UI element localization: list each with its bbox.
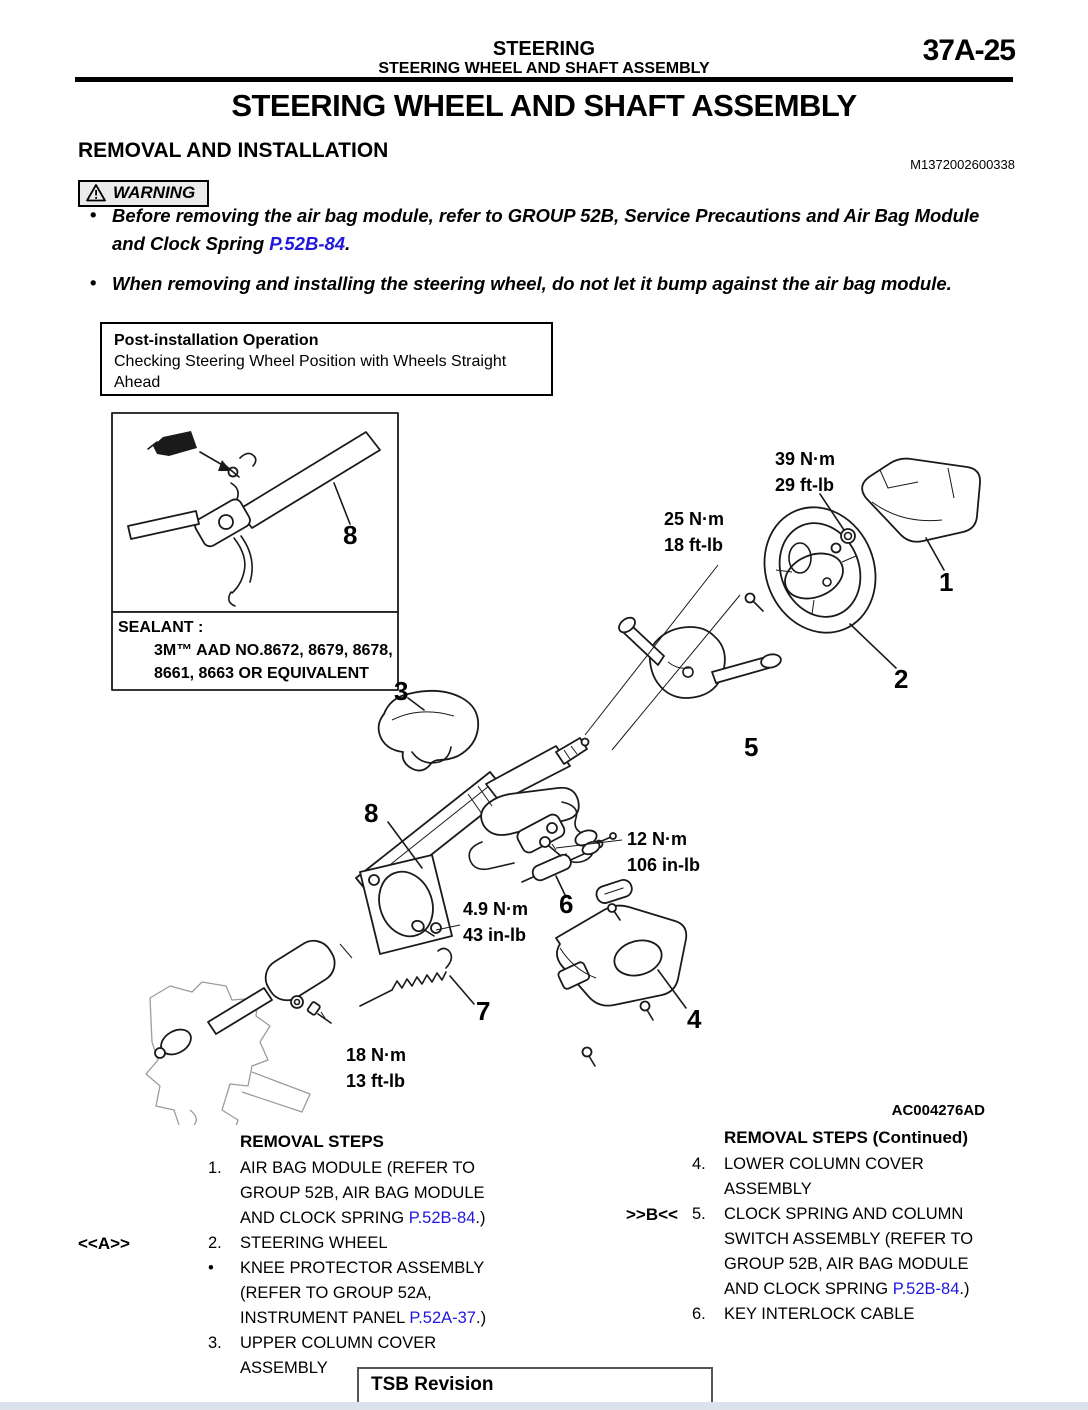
step-text: UPPER COLUMN COVER ASSEMBLY bbox=[240, 1334, 437, 1377]
part-label-1: 1 bbox=[939, 567, 953, 597]
sealant-label: SEALANT : bbox=[118, 619, 204, 636]
step-text-end: .) bbox=[475, 1309, 487, 1327]
part-label-3: 3 bbox=[394, 676, 408, 706]
step-number: • bbox=[208, 1259, 214, 1277]
post-installation-box bbox=[100, 322, 553, 396]
step-text-end: .) bbox=[959, 1280, 970, 1298]
removal-steps-list bbox=[78, 1156, 512, 1381]
warning-list bbox=[88, 202, 993, 310]
page-ref-link[interactable]: P.52B-84 bbox=[892, 1280, 960, 1298]
section-heading: REMOVAL AND INSTALLATION bbox=[78, 139, 389, 162]
torque-callout-39nm: 39 N·m 29 ft-lb bbox=[775, 449, 836, 495]
bottom-edge-strip bbox=[0, 1402, 1088, 1410]
exploded-diagram bbox=[0, 410, 1088, 1125]
step-item-bullet bbox=[208, 1256, 512, 1331]
figure-code: AC004276AD bbox=[891, 1102, 985, 1119]
steering-column-drawing bbox=[155, 738, 603, 1060]
part-label-8-inset: 8 bbox=[343, 520, 357, 550]
step-text: CLOCK SPRING AND COLUMN SWITCH ASSEMBLY (REFER TO GROUP 52B, AIR BAG MODULE AND CLOCK SPRING bbox=[724, 1205, 974, 1298]
part-label-4: 4 bbox=[687, 1004, 701, 1034]
step-item-1 bbox=[208, 1156, 512, 1231]
warning-text: When removing and installing the steering wheel, do not let it bump against the air bag module. bbox=[112, 273, 952, 294]
header-rule bbox=[75, 77, 1013, 82]
step-text-end: .) bbox=[475, 1209, 486, 1227]
step-marker-a: <<A>> bbox=[78, 1234, 130, 1253]
step-number: 6. bbox=[692, 1305, 706, 1323]
tsb-revision-label: TSB Revision bbox=[371, 1374, 494, 1395]
step-item-6 bbox=[692, 1302, 986, 1327]
step-number: 4. bbox=[692, 1155, 706, 1173]
removal-steps-continued-list bbox=[626, 1152, 986, 1327]
sealant-line2: 8661, 8663 OR EQUIVALENT bbox=[154, 665, 369, 682]
step-item-5 bbox=[626, 1202, 986, 1302]
warning-text-end: . bbox=[345, 233, 351, 254]
steering-wheel-drawing bbox=[746, 490, 896, 668]
post-installation-title: Post-installation Operation bbox=[114, 332, 319, 349]
step-text: KNEE PROTECTOR ASSEMBLY (REFER TO GROUP 52A, INSTRUMENT PANEL bbox=[240, 1259, 484, 1327]
torque-callout-25nm: 25 N·m 18 ft-lb bbox=[664, 509, 725, 555]
header-subsection: STEERING WHEEL AND SHAFT ASSEMBLY bbox=[378, 60, 710, 77]
torque-callout-18nm: 18 N·m 13 ft-lb bbox=[346, 1045, 407, 1091]
removal-steps-heading: REMOVAL STEPS bbox=[240, 1132, 384, 1151]
step-text: LOWER COLUMN COVER ASSEMBLY bbox=[724, 1155, 924, 1198]
warning-label: WARNING bbox=[113, 183, 196, 202]
header-section: STEERING bbox=[492, 38, 596, 60]
warning-text: Before removing the air bag module, refer to GROUP 52B, Service Precautions and Air Bag Module and Clock Spring bbox=[112, 205, 980, 254]
page-ref-link[interactable]: P.52A-37 bbox=[409, 1309, 476, 1327]
page-number: 37A-25 bbox=[922, 34, 1015, 67]
step-item-2 bbox=[78, 1231, 512, 1256]
step-number: 3. bbox=[208, 1334, 222, 1352]
page-ref-link[interactable]: P.52B-84 bbox=[269, 233, 346, 254]
column-switch-drawing bbox=[585, 565, 782, 750]
warning-item bbox=[88, 202, 988, 258]
part-label-6: 6 bbox=[559, 889, 573, 919]
warning-item bbox=[88, 270, 988, 298]
torque-callout-4-9nm: 4.9 N·m 43 in-lb bbox=[463, 899, 529, 945]
sealant-line1: 3M™ AAD NO.8672, 8679, 8678, bbox=[154, 642, 393, 659]
sealant-note bbox=[118, 616, 394, 685]
removal-steps-continued-heading: REMOVAL STEPS (Continued) bbox=[724, 1128, 968, 1147]
step-marker-b: >>B<< bbox=[626, 1205, 678, 1224]
step-text: STEERING WHEEL bbox=[240, 1234, 388, 1252]
part-label-2: 2 bbox=[894, 664, 908, 694]
step-text: AIR BAG MODULE (REFER TO GROUP 52B, AIR BAG MODULE AND CLOCK SPRING bbox=[240, 1159, 485, 1227]
step-number: 5. bbox=[692, 1205, 706, 1223]
part-label-5: 5 bbox=[744, 732, 758, 762]
torque-callout-12nm: 12 N·m 106 in-lb bbox=[627, 829, 701, 875]
lower-column-cover-drawing bbox=[556, 904, 686, 1066]
spring-drawing bbox=[360, 949, 474, 1007]
diagram-line-art bbox=[0, 410, 1088, 1125]
step-number: 2. bbox=[208, 1234, 222, 1252]
part-label-7: 7 bbox=[476, 996, 490, 1026]
step-text: KEY INTERLOCK CABLE bbox=[724, 1305, 915, 1323]
doc-number: M1372002600338 bbox=[910, 157, 1015, 172]
post-installation-body: Checking Steering Wheel Position with Wheels Straight Ahead bbox=[114, 353, 507, 391]
warning-triangle-icon bbox=[86, 184, 106, 202]
bullet-icon: • bbox=[90, 272, 97, 293]
step-number: 1. bbox=[208, 1159, 222, 1177]
page-title: STEERING WHEEL AND SHAFT ASSEMBLY bbox=[231, 88, 857, 123]
part-label-8: 8 bbox=[364, 798, 378, 828]
step-item-4 bbox=[692, 1152, 986, 1202]
page-ref-link[interactable]: P.52B-84 bbox=[408, 1209, 476, 1227]
bullet-icon: • bbox=[90, 204, 97, 225]
